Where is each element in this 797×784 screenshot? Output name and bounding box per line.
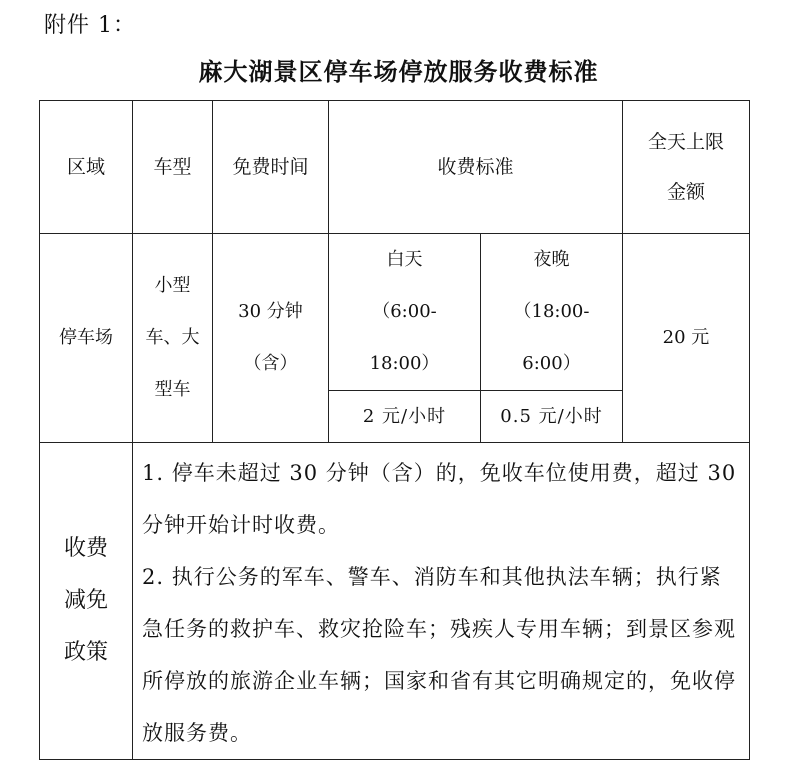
attachment-label: 附件 1：	[44, 13, 136, 38]
policy-label-line: 收费	[63, 536, 108, 561]
vehicle-type-line: 型车	[154, 379, 191, 400]
cell-day-rate: 2 元/小时	[329, 391, 481, 443]
vehicle-type-line: 车、大	[145, 327, 200, 348]
fee-table-container	[39, 100, 750, 760]
header-daily-cap-line2: 金额	[666, 181, 705, 203]
fee-table	[39, 100, 750, 760]
header-row	[40, 101, 750, 234]
cell-area: 停车场	[40, 234, 133, 443]
cell-night-rate: 0.5 元/小时	[481, 391, 623, 443]
policy-item-1: 1. 停车未超过 30 分钟（含）的，免收车位使用费，超过 30 分钟开始计时收费。	[142, 461, 737, 537]
cell-policy-text	[133, 443, 750, 760]
day-period-line: （6:00-	[372, 301, 437, 322]
policy-row	[40, 443, 750, 760]
header-vehicle-type: 车型	[133, 101, 213, 234]
header-area: 区域	[40, 101, 133, 234]
policy-item-2: 2. 执行公务的军车、警车、消防车和其他执法车辆；执行紧急任务的救护车、救灾抢险车；残疾人专用车辆；到景区参观所停放的旅游企业车辆；国家和省有其它明确规定的，免收停放服务费。	[142, 565, 736, 745]
cell-policy-label	[40, 443, 133, 760]
header-free-time: 免费时间	[213, 101, 329, 234]
cell-daily-cap: 20 元	[623, 234, 750, 443]
night-period-line: 夜晚	[533, 249, 570, 270]
day-period-line: 白天	[386, 249, 423, 270]
document-title: 麻大湖景区停车场停放服务收费标准	[198, 58, 599, 86]
policy-label-line: 减免	[63, 588, 108, 613]
cell-vehicle-type	[133, 234, 213, 443]
vehicle-type-line: 小型	[154, 275, 191, 296]
day-period-line: 18:00）	[369, 353, 440, 374]
parking-row-periods	[40, 234, 750, 391]
free-time-line: （含）	[243, 353, 298, 374]
policy-label-line: 政策	[63, 640, 108, 665]
cell-free-time	[213, 234, 329, 443]
header-fee-standard: 收费标准	[329, 101, 623, 234]
header-daily-cap-line1: 全天上限	[647, 131, 724, 153]
cell-night-period	[481, 234, 623, 391]
header-daily-cap	[623, 101, 750, 234]
night-period-line: 6:00）	[522, 353, 581, 374]
cell-day-period	[329, 234, 481, 391]
night-period-line: （18:00-	[513, 301, 590, 322]
free-time-line: 30 分钟	[238, 301, 303, 322]
